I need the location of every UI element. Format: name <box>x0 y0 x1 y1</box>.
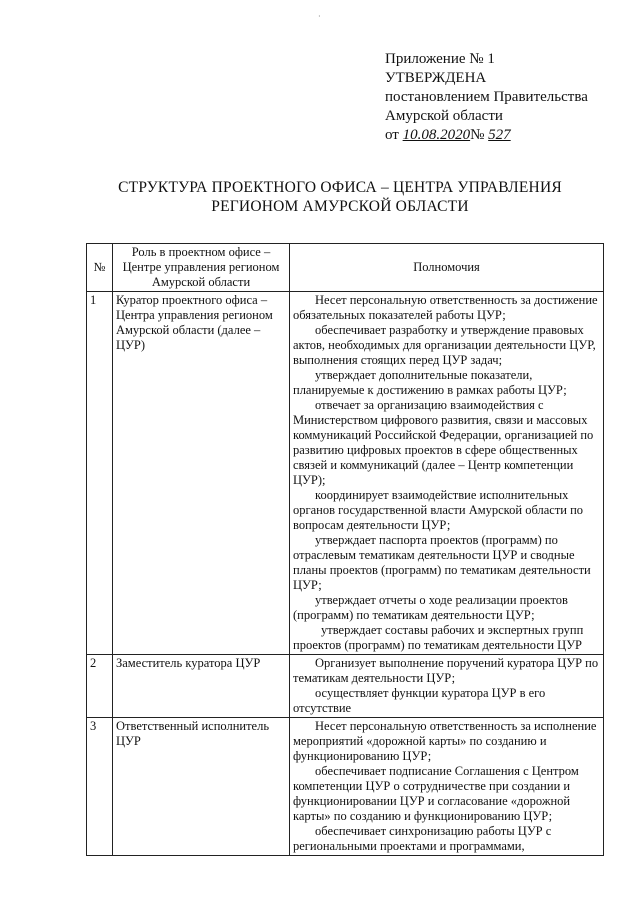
power-item: отвечает за организацию взаимодействия с Министерством цифрового развития, связи и массовых коммуникаций Российской Федерации, организацией по развитию цифровых проектов в сфере общественных связей и коммуникаций (далее – Центр компетенции ЦУР); <box>293 398 594 487</box>
power-item: обеспечивает подписание Соглашения с Центром компетенции ЦУР о сотрудничестве при создании и функционировании ЦУР и согласование «дорожной карты» по созданию и функционированию ЦУР; <box>293 764 579 823</box>
row-powers <box>290 718 604 856</box>
approval-date-line <box>385 126 588 145</box>
row-role: Ответственный исполнитель ЦУР <box>113 718 290 856</box>
row-number: 1 <box>87 292 113 655</box>
handwritten-number: 527 <box>488 127 511 143</box>
header-role: Роль в проектном офисе – Центре управления регионом Амурской области <box>113 244 290 292</box>
power-item: утверждает дополнительные показатели, планируемые к достижению в рамках работы ЦУР; <box>293 368 567 397</box>
title-line-1: СТРУКТУРА ПРОЕКТНОГО ОФИСА – ЦЕНТРА УПРАВЛЕНИЯ <box>118 179 562 196</box>
power-item: Несет персональную ответственность за исполнение мероприятий «дорожной карты» по созданию и функционированию ЦУР; <box>293 719 597 763</box>
approved-label: УТВЕРЖДЕНА <box>385 70 487 86</box>
header-powers: Полномочия <box>290 244 604 292</box>
appendix-number: Приложение № 1 <box>385 51 495 67</box>
page-center-mark: · <box>318 12 321 21</box>
date-prefix: от <box>385 127 399 143</box>
region-name: Амурской области <box>385 108 503 124</box>
table-row <box>87 655 604 718</box>
row-role: Заместитель куратора ЦУР <box>113 655 290 718</box>
power-item: утверждает паспорта проектов (программ) по отраслевым тематикам деятельности ЦУР и сводные планы проектов (программ) по тематикам деятельности ЦУР; <box>293 533 591 592</box>
power-item: утверждает отчеты о ходе реализации проектов (программ) по тематикам деятельности ЦУР; <box>293 593 568 622</box>
power-item: обеспечивает разработку и утверждение правовых актов, необходимых для организации деятельности ЦУР, выполнения стоящих перед ЦУР задач; <box>293 323 596 367</box>
power-item: осуществляет функции куратора ЦУР в его отсутствие <box>293 686 546 715</box>
power-item: Несет персональную ответственность за достижение обязательных показателей работы ЦУР; <box>293 293 598 322</box>
power-item: утверждает составы рабочих и экспертных групп проектов (программ) по тематикам деятельности ЦУР <box>293 623 584 652</box>
row-role: Куратор проектного офиса – Центра управления регионом Амурской области (далее – ЦУР) <box>113 292 290 655</box>
table-header-row <box>87 244 604 292</box>
table-row <box>87 718 604 856</box>
power-item: Организует выполнение поручений куратора ЦУР по тематикам деятельности ЦУР; <box>293 656 599 685</box>
row-number: 3 <box>87 718 113 856</box>
row-number: 2 <box>87 655 113 718</box>
row-powers <box>290 655 604 718</box>
resolution-text: постановлением Правительства <box>385 89 588 105</box>
row-powers <box>290 292 604 655</box>
title-line-2: РЕГИОНОМ АМУРСКОЙ ОБЛАСТИ <box>211 198 469 215</box>
handwritten-date: 10.08.2020 <box>402 127 471 143</box>
header-number: № <box>87 244 113 292</box>
table-row <box>87 292 604 655</box>
structure-table <box>86 243 604 856</box>
power-item: координирует взаимодействие исполнительных органов государственной власти Амурской области по вопросам деятельности ЦУР; <box>293 488 584 532</box>
number-prefix: № <box>470 127 485 143</box>
power-item: обеспечивает синхронизацию работы ЦУР с региональными проектами и программами, <box>293 824 552 853</box>
approval-block <box>385 50 588 145</box>
document-title <box>60 178 620 216</box>
